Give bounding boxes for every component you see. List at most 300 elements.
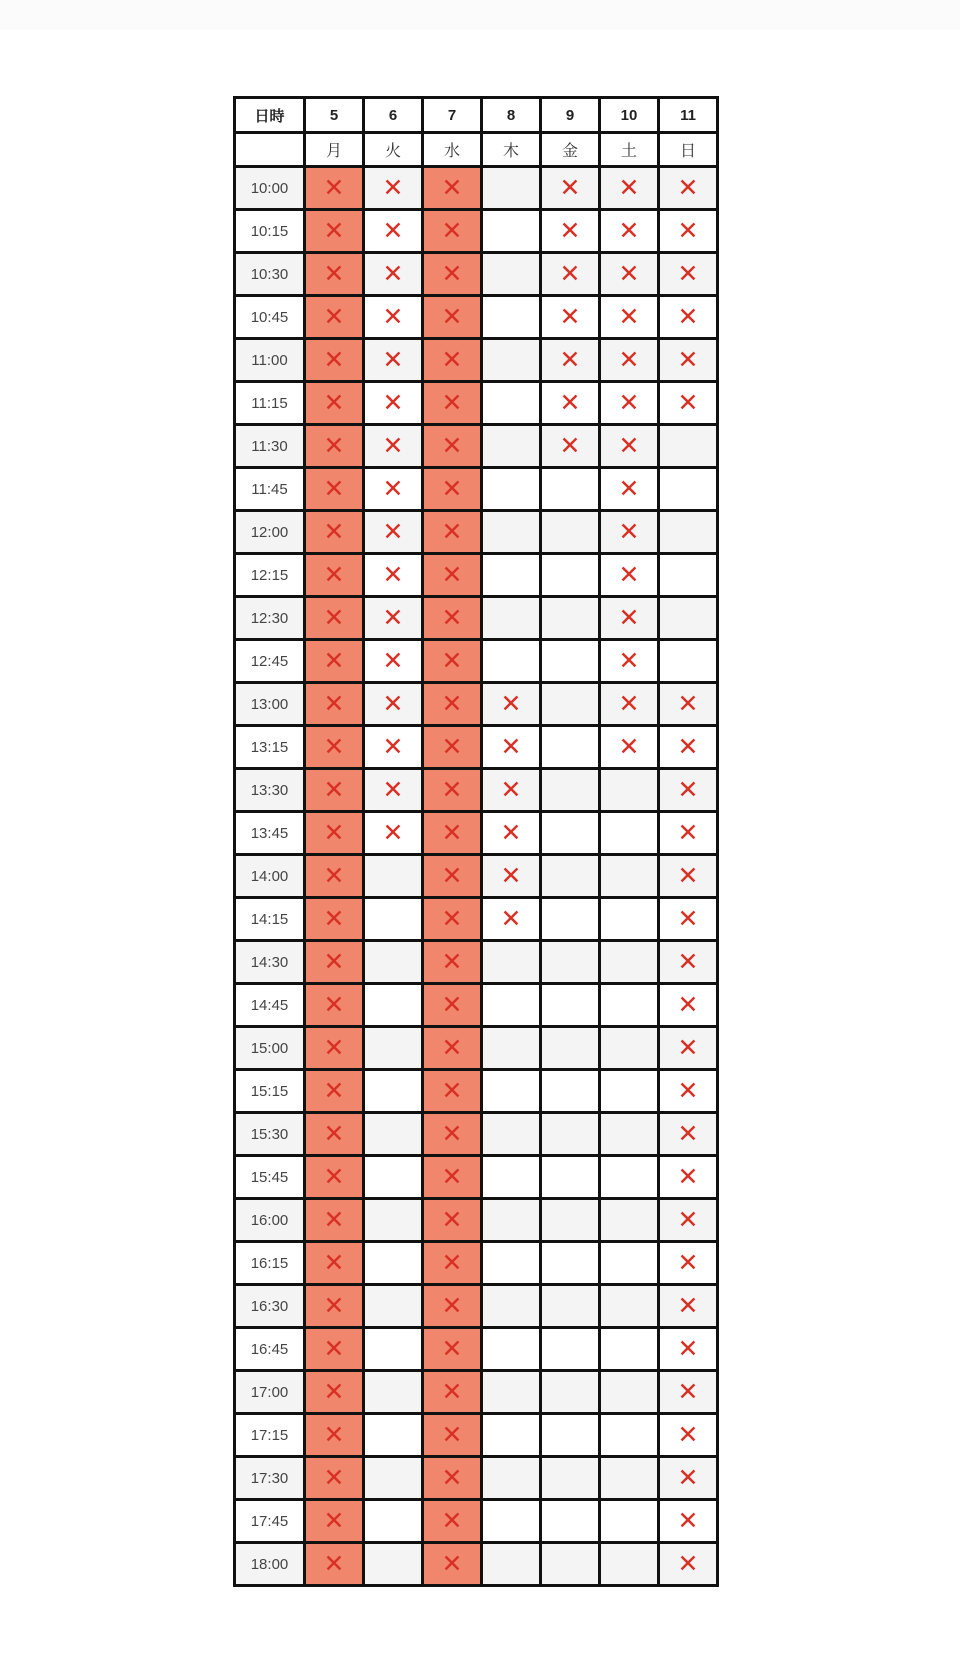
unavailable-cross-icon: ✕ [441,431,463,460]
unavailable-cross-icon: ✕ [441,1033,463,1062]
slot-cell[interactable] [541,1199,600,1242]
time-label: 13:45 [235,812,305,855]
slot-cell[interactable] [364,1414,423,1457]
slot-cell[interactable] [600,1414,659,1457]
slot-cell[interactable] [482,167,541,210]
unavailable-cross-icon: ✕ [323,345,345,374]
unavailable-cross-icon: ✕ [323,1119,345,1148]
slot-cell [364,253,423,296]
time-label: 14:00 [235,855,305,898]
slot-cell[interactable] [364,1328,423,1371]
unavailable-cross-icon: ✕ [323,646,345,675]
unavailable-cross-icon: ✕ [677,1162,699,1191]
time-slot-row [235,640,718,683]
slot-cell[interactable] [482,339,541,382]
weekday-header-cell: 水 [423,133,482,167]
slot-cell[interactable] [482,511,541,554]
slot-cell[interactable] [600,898,659,941]
time-label: 10:15 [235,210,305,253]
time-slot-row [235,554,718,597]
slot-cell[interactable] [482,1371,541,1414]
unavailable-cross-icon: ✕ [382,345,404,374]
unavailable-cross-icon: ✕ [382,603,404,632]
slot-cell [659,210,718,253]
unavailable-cross-icon: ✕ [323,1549,345,1578]
unavailable-cross-icon: ✕ [323,818,345,847]
slot-cell [659,1457,718,1500]
time-label: 11:00 [235,339,305,382]
time-label: 17:00 [235,1371,305,1414]
slot-cell[interactable] [541,597,600,640]
slot-cell [600,640,659,683]
unavailable-cross-icon: ✕ [677,1420,699,1449]
unavailable-cross-icon: ✕ [618,603,640,632]
unavailable-cross-icon: ✕ [323,1377,345,1406]
unavailable-cross-icon: ✕ [441,1248,463,1277]
unavailable-cross-icon: ✕ [323,775,345,804]
closed-day-slot [305,640,364,683]
unavailable-cross-icon: ✕ [382,388,404,417]
slot-cell [659,769,718,812]
slot-cell [364,425,423,468]
unavailable-cross-icon: ✕ [618,560,640,589]
slot-cell [659,1414,718,1457]
slot-cell [364,468,423,511]
slot-cell[interactable] [482,640,541,683]
slot-cell [600,554,659,597]
time-slot-row [235,1070,718,1113]
slot-cell[interactable] [541,554,600,597]
time-label: 12:00 [235,511,305,554]
slot-cell[interactable] [541,1457,600,1500]
slot-cell [364,812,423,855]
closed-day-slot [423,640,482,683]
slot-cell[interactable] [600,769,659,812]
slot-cell [364,554,423,597]
closed-day-slot [305,769,364,812]
slot-cell[interactable] [364,1199,423,1242]
time-slot-row [235,253,718,296]
slot-cell[interactable] [541,1371,600,1414]
unavailable-cross-icon: ✕ [500,861,522,890]
slot-cell[interactable] [482,382,541,425]
closed-day-slot [305,941,364,984]
unavailable-cross-icon: ✕ [500,732,522,761]
slot-cell [600,167,659,210]
unavailable-cross-icon: ✕ [618,259,640,288]
unavailable-cross-icon: ✕ [677,947,699,976]
slot-cell[interactable] [659,468,718,511]
slot-cell[interactable] [482,1543,541,1586]
closed-day-slot [423,1242,482,1285]
slot-cell[interactable] [600,1285,659,1328]
unavailable-cross-icon: ✕ [441,990,463,1019]
slot-cell[interactable] [541,769,600,812]
closed-day-slot [305,683,364,726]
unavailable-cross-icon: ✕ [500,818,522,847]
slot-cell[interactable] [482,1027,541,1070]
unavailable-cross-icon: ✕ [677,259,699,288]
slot-cell[interactable] [364,984,423,1027]
availability-table [233,96,719,1587]
unavailable-cross-icon: ✕ [441,388,463,417]
time-label: 12:30 [235,597,305,640]
slot-cell [364,511,423,554]
unavailable-cross-icon: ✕ [441,1119,463,1148]
weekday-header-row [235,133,718,167]
slot-cell[interactable] [482,1285,541,1328]
slot-cell[interactable] [364,1371,423,1414]
slot-cell [659,1371,718,1414]
closed-day-slot [305,554,364,597]
slot-cell[interactable] [482,1242,541,1285]
slot-cell[interactable] [600,1027,659,1070]
unavailable-cross-icon: ✕ [323,431,345,460]
slot-cell[interactable] [482,1457,541,1500]
slot-cell[interactable] [600,984,659,1027]
unavailable-cross-icon: ✕ [441,1377,463,1406]
closed-day-slot [423,1027,482,1070]
closed-day-slot [423,1285,482,1328]
slot-cell [659,941,718,984]
slot-cell [659,1242,718,1285]
unavailable-cross-icon: ✕ [677,818,699,847]
slot-cell[interactable] [364,1113,423,1156]
time-label: 11:15 [235,382,305,425]
slot-cell [541,210,600,253]
time-slot-row [235,167,718,210]
unavailable-cross-icon: ✕ [323,990,345,1019]
slot-cell[interactable] [600,812,659,855]
slot-cell[interactable] [600,1199,659,1242]
time-label: 16:30 [235,1285,305,1328]
unavailable-cross-icon: ✕ [323,388,345,417]
time-slot-row [235,812,718,855]
time-slot-row [235,1242,718,1285]
time-label: 15:30 [235,1113,305,1156]
time-slot-row [235,1027,718,1070]
unavailable-cross-icon: ✕ [441,1549,463,1578]
closed-day-slot [423,683,482,726]
unavailable-cross-icon: ✕ [677,345,699,374]
unavailable-cross-icon: ✕ [323,1205,345,1234]
time-slot-body [235,167,718,1586]
slot-cell[interactable] [364,941,423,984]
closed-day-slot [305,425,364,468]
slot-cell [482,812,541,855]
slot-cell[interactable] [541,1500,600,1543]
slot-cell [659,726,718,769]
slot-cell [659,1285,718,1328]
slot-cell[interactable] [482,1500,541,1543]
closed-day-slot [423,1414,482,1457]
slot-cell[interactable] [600,1070,659,1113]
slot-cell[interactable] [541,1242,600,1285]
closed-day-slot [305,1500,364,1543]
unavailable-cross-icon: ✕ [323,216,345,245]
closed-day-slot [305,511,364,554]
unavailable-cross-icon: ✕ [441,1334,463,1363]
slot-cell[interactable] [541,726,600,769]
slot-cell[interactable] [364,1156,423,1199]
unavailable-cross-icon: ✕ [323,173,345,202]
slot-cell[interactable] [541,1543,600,1586]
unavailable-cross-icon: ✕ [382,646,404,675]
date-header-cell: 9 [541,98,600,133]
unavailable-cross-icon: ✕ [677,1076,699,1105]
slot-cell [659,1543,718,1586]
closed-day-slot [305,1414,364,1457]
slot-cell [659,898,718,941]
time-slot-row [235,468,718,511]
time-label: 13:30 [235,769,305,812]
unavailable-cross-icon: ✕ [618,646,640,675]
closed-day-slot [423,855,482,898]
slot-cell[interactable] [482,210,541,253]
slot-cell[interactable] [364,1457,423,1500]
slot-cell [541,253,600,296]
slot-cell[interactable] [482,1199,541,1242]
slot-cell[interactable] [659,597,718,640]
weekday-header-cell: 土 [600,133,659,167]
slot-cell[interactable] [541,511,600,554]
slot-cell[interactable] [482,1113,541,1156]
slot-cell [541,425,600,468]
slot-cell[interactable] [541,683,600,726]
slot-cell[interactable] [600,1457,659,1500]
unavailable-cross-icon: ✕ [559,388,581,417]
slot-cell[interactable] [541,812,600,855]
unavailable-cross-icon: ✕ [441,689,463,718]
unavailable-cross-icon: ✕ [441,603,463,632]
slot-cell[interactable] [600,941,659,984]
unavailable-cross-icon: ✕ [441,560,463,589]
time-label: 14:45 [235,984,305,1027]
slot-cell[interactable] [482,296,541,339]
unavailable-cross-icon: ✕ [677,1506,699,1535]
weekday-header-cell: 木 [482,133,541,167]
closed-day-slot [423,1070,482,1113]
closed-day-slot [423,511,482,554]
slot-cell [659,1500,718,1543]
closed-day-slot [423,1113,482,1156]
unavailable-cross-icon: ✕ [382,818,404,847]
unavailable-cross-icon: ✕ [441,1506,463,1535]
closed-day-slot [305,296,364,339]
unavailable-cross-icon: ✕ [618,517,640,546]
slot-cell [364,210,423,253]
slot-cell[interactable] [364,855,423,898]
slot-cell [659,339,718,382]
closed-day-slot [423,769,482,812]
closed-day-slot [305,210,364,253]
unavailable-cross-icon: ✕ [323,1334,345,1363]
slot-cell[interactable] [541,1070,600,1113]
slot-cell[interactable] [541,1113,600,1156]
slot-cell[interactable] [600,1500,659,1543]
closed-day-slot [423,1156,482,1199]
date-header-cell: 8 [482,98,541,133]
slot-cell [364,167,423,210]
unavailable-cross-icon: ✕ [677,1205,699,1234]
slot-cell[interactable] [482,984,541,1027]
time-label: 15:45 [235,1156,305,1199]
slot-cell[interactable] [541,640,600,683]
slot-cell[interactable] [541,898,600,941]
slot-cell[interactable] [659,554,718,597]
closed-day-slot [305,1328,364,1371]
time-slot-row [235,339,718,382]
slot-cell [659,382,718,425]
time-label: 16:15 [235,1242,305,1285]
closed-day-slot [305,1027,364,1070]
closed-day-slot [423,1543,482,1586]
unavailable-cross-icon: ✕ [441,818,463,847]
slot-cell [659,812,718,855]
time-slot-row [235,984,718,1027]
slot-cell[interactable] [482,554,541,597]
slot-cell [659,1156,718,1199]
slot-cell [364,726,423,769]
slot-cell[interactable] [364,1543,423,1586]
slot-cell[interactable] [600,1242,659,1285]
slot-cell[interactable] [541,1156,600,1199]
time-label: 12:15 [235,554,305,597]
slot-cell[interactable] [600,1328,659,1371]
unavailable-cross-icon: ✕ [500,904,522,933]
closed-day-slot [305,382,364,425]
slot-cell[interactable] [659,640,718,683]
unavailable-cross-icon: ✕ [441,1463,463,1492]
slot-cell [482,855,541,898]
unavailable-cross-icon: ✕ [382,732,404,761]
slot-cell [364,640,423,683]
slot-cell[interactable] [541,468,600,511]
closed-day-slot [305,726,364,769]
closed-day-slot [305,1113,364,1156]
time-slot-row [235,511,718,554]
date-header-cell: 11 [659,98,718,133]
date-header-cell: 5 [305,98,364,133]
time-label: 14:30 [235,941,305,984]
unavailable-cross-icon: ✕ [677,1377,699,1406]
unavailable-cross-icon: ✕ [677,1334,699,1363]
slot-cell[interactable] [364,1242,423,1285]
unavailable-cross-icon: ✕ [382,302,404,331]
slot-cell[interactable] [364,1070,423,1113]
slot-cell [600,425,659,468]
unavailable-cross-icon: ✕ [441,904,463,933]
closed-day-slot [423,425,482,468]
closed-day-slot [423,1457,482,1500]
unavailable-cross-icon: ✕ [382,689,404,718]
date-header-cell: 6 [364,98,423,133]
slot-cell[interactable] [541,984,600,1027]
unavailable-cross-icon: ✕ [382,474,404,503]
slot-cell[interactable] [364,898,423,941]
slot-cell[interactable] [482,597,541,640]
slot-cell[interactable] [364,1500,423,1543]
unavailable-cross-icon: ✕ [677,302,699,331]
slot-cell[interactable] [482,1414,541,1457]
closed-day-slot [423,554,482,597]
slot-cell[interactable] [600,1156,659,1199]
unavailable-cross-icon: ✕ [323,861,345,890]
weekday-header-cell: 火 [364,133,423,167]
slot-cell[interactable] [600,1371,659,1414]
unavailable-cross-icon: ✕ [323,560,345,589]
unavailable-cross-icon: ✕ [323,474,345,503]
slot-cell[interactable] [541,941,600,984]
slot-cell[interactable] [600,1543,659,1586]
time-slot-row [235,1371,718,1414]
closed-day-slot [305,167,364,210]
slot-cell[interactable] [364,1285,423,1328]
slot-cell[interactable] [541,1285,600,1328]
unavailable-cross-icon: ✕ [677,861,699,890]
unavailable-cross-icon: ✕ [323,1162,345,1191]
slot-cell[interactable] [541,855,600,898]
slot-cell [541,296,600,339]
unavailable-cross-icon: ✕ [677,990,699,1019]
slot-cell [659,296,718,339]
slot-cell[interactable] [659,511,718,554]
unavailable-cross-icon: ✕ [559,345,581,374]
slot-cell [659,1328,718,1371]
slot-cell[interactable] [482,425,541,468]
closed-day-slot [305,253,364,296]
time-label: 11:45 [235,468,305,511]
date-header-cell: 10 [600,98,659,133]
unavailable-cross-icon: ✕ [382,517,404,546]
slot-cell [600,339,659,382]
time-label: 10:30 [235,253,305,296]
slot-cell[interactable] [541,1414,600,1457]
weekday-header-cell: 月 [305,133,364,167]
slot-cell[interactable] [659,425,718,468]
slot-cell[interactable] [482,1156,541,1199]
unavailable-cross-icon: ✕ [618,345,640,374]
closed-day-slot [423,1371,482,1414]
closed-day-slot [423,898,482,941]
closed-day-slot [423,167,482,210]
closed-day-slot [305,1156,364,1199]
unavailable-cross-icon: ✕ [500,689,522,718]
slot-cell[interactable] [482,468,541,511]
slot-cell[interactable] [482,1328,541,1371]
slot-cell[interactable] [364,1027,423,1070]
slot-cell[interactable] [482,253,541,296]
slot-cell[interactable] [541,1328,600,1371]
closed-day-slot [305,1242,364,1285]
slot-cell[interactable] [482,941,541,984]
slot-cell[interactable] [541,1027,600,1070]
time-slot-row [235,425,718,468]
unavailable-cross-icon: ✕ [441,259,463,288]
slot-cell[interactable] [600,1113,659,1156]
unavailable-cross-icon: ✕ [323,302,345,331]
slot-cell [659,253,718,296]
slot-cell[interactable] [600,855,659,898]
unavailable-cross-icon: ✕ [323,1420,345,1449]
unavailable-cross-icon: ✕ [677,1119,699,1148]
closed-day-slot [305,1070,364,1113]
slot-cell[interactable] [482,1070,541,1113]
unavailable-cross-icon: ✕ [441,1205,463,1234]
time-slot-row [235,1328,718,1371]
unavailable-cross-icon: ✕ [677,732,699,761]
time-slot-row [235,1543,718,1586]
